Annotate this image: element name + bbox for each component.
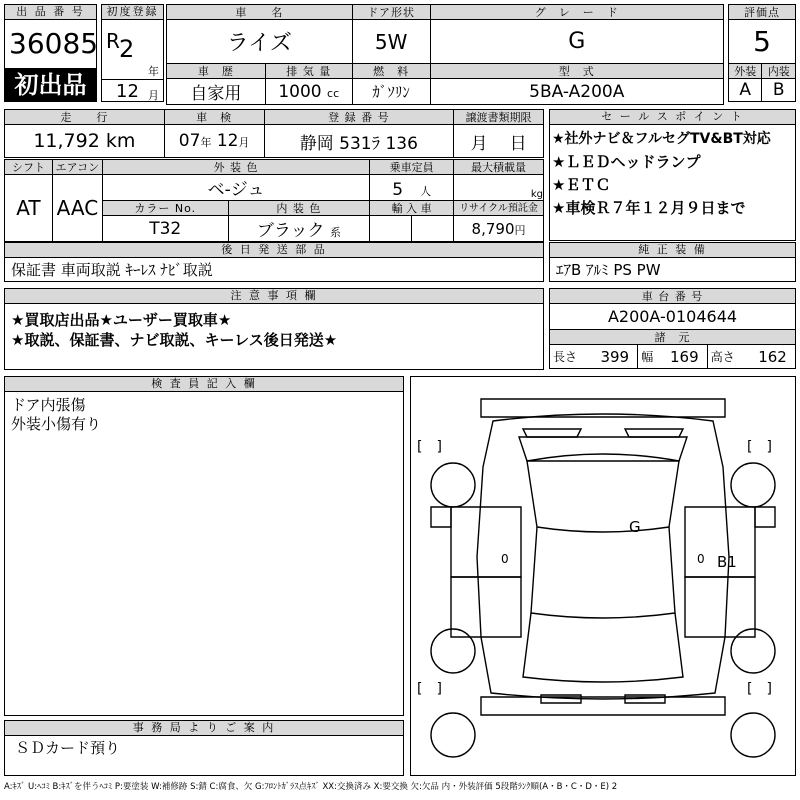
recycle-fee — [454, 216, 544, 242]
transfer-day-unit: 日 — [509, 133, 527, 154]
transfer-deadline — [454, 125, 544, 158]
car-diagram — [411, 377, 795, 775]
chassis-number: A200A-0104644 — [550, 304, 796, 330]
inspector-label: 検 査 員 記 入 欄 — [5, 377, 403, 392]
model-code: 5BA-A200A — [430, 79, 723, 105]
registration-year-unit: 年 — [148, 65, 159, 78]
detail-table — [4, 159, 544, 242]
door-type: 5W — [352, 20, 430, 64]
width-label: 幅 — [638, 345, 662, 369]
transfer-month-unit: 月 — [470, 133, 488, 154]
interior-color-value: ブラック — [256, 221, 325, 241]
interior-label: 内装 — [762, 64, 796, 79]
equipment-text: ｴｱB ｱﾙﾐ PS PW — [556, 261, 661, 279]
load-capacity — [454, 175, 544, 201]
seats-label: 乗車定員 — [370, 160, 454, 175]
sales-points-label: セ ー ル ス ポ イ ン ト — [550, 110, 795, 125]
car-name-label: 車 名 — [167, 5, 353, 20]
diagram-bracket-left: [ ] — [417, 439, 442, 455]
shift: AT — [5, 175, 53, 242]
damage-mark-g: G — [629, 518, 641, 536]
equipment-label: 純 正 装 備 — [550, 243, 795, 258]
mileage-value: 11,792 — [33, 130, 100, 152]
inspection-date — [164, 125, 264, 158]
registration-label: 初度登録 — [102, 5, 163, 20]
diagram-zero-right: 0 — [697, 552, 705, 566]
grade: G — [430, 20, 723, 64]
height: 162 — [750, 345, 795, 369]
load-unit: kg — [530, 189, 543, 200]
inspection-month: 12 — [216, 131, 239, 151]
door-label: ドア形状 — [352, 5, 430, 20]
vehicle-spec-table — [166, 63, 724, 105]
office-box — [4, 720, 404, 776]
damage-mark-b1: B1 — [717, 553, 737, 571]
exterior-label: 外装 — [729, 64, 762, 79]
interior-color-label: 内 装 色 — [228, 201, 370, 216]
notes-line-2: ★取説、保証書、ナビ取説、キーレス後日発送★ — [11, 331, 338, 349]
interior-color-unit: 系 — [329, 226, 341, 239]
length-label: 長さ — [550, 345, 593, 369]
shift-label: シフト — [5, 160, 53, 175]
inspector-box — [4, 376, 404, 716]
later-parts-box — [4, 242, 544, 282]
color-no: T32 — [102, 216, 228, 242]
inspection-year: 07 — [178, 131, 201, 151]
notes-label: 注 意 事 項 欄 — [5, 289, 543, 304]
width: 169 — [662, 345, 707, 369]
registration-box — [101, 4, 164, 102]
seats-value: 5 — [392, 180, 404, 200]
score-label: 評価点 — [729, 5, 796, 20]
color-no-label: カラー No. — [102, 201, 228, 216]
score-table — [728, 4, 796, 102]
import-cell-b — [412, 216, 454, 242]
mileage — [5, 125, 165, 158]
history-label: 車 歴 — [167, 64, 266, 79]
lot-number-label: 出 品 番 号 — [5, 5, 96, 20]
exterior-grade: A — [729, 79, 762, 102]
fuel: ｶﾞｿﾘﾝ — [352, 79, 430, 105]
later-parts-text: 保証書 車両取説 ｷｰﾚｽ ﾅﾋﾞ取説 — [11, 261, 213, 279]
car-name: ライズ — [167, 20, 353, 64]
length: 399 — [592, 345, 637, 369]
exterior-color: ベ-ジュ — [102, 175, 369, 201]
notes-box — [4, 288, 544, 370]
recycle-unit: 円 — [514, 223, 526, 237]
lot-number-box — [4, 4, 97, 102]
inspection-month-unit: 月 — [238, 136, 250, 149]
registration-month-unit: 月 — [148, 89, 159, 102]
transfer-label: 譲渡書類期限 — [454, 110, 544, 125]
seats — [370, 175, 454, 201]
car-diagram-box — [410, 376, 796, 776]
ac-type: AAC — [52, 175, 102, 242]
sales-point-4: ★車検Ｒ７年１２月９日まで — [552, 199, 746, 217]
registration-era: R — [106, 29, 120, 53]
history: 自家用 — [167, 79, 266, 105]
ac-label: エアコン — [52, 160, 102, 175]
inspector-line-1: ドア内張傷 — [11, 396, 86, 414]
sales-point-1: ★社外ナビ＆フルセグTV&BT対応 — [552, 131, 771, 147]
office-label: 事 務 局 よ り ご 案 内 — [5, 721, 403, 736]
sales-points-box — [549, 109, 796, 241]
registration-month: 12 — [116, 81, 139, 102]
equipment-box — [549, 242, 796, 282]
plate-label: 登 録 番 号 — [264, 110, 454, 125]
height-label: 高さ — [707, 345, 750, 369]
grade-label: グ レ ー ド — [430, 5, 723, 20]
dimensions-label: 諸 元 — [550, 330, 796, 345]
first-listing-badge: 初出品 — [4, 68, 97, 102]
mileage-unit: km — [105, 130, 136, 152]
chassis-table — [549, 288, 796, 369]
later-parts-label: 後 日 発 送 部 品 — [5, 243, 543, 258]
chassis-label: 車 台 番 号 — [550, 289, 796, 304]
seats-unit: 人 — [420, 185, 432, 198]
inspection-label: 車 検 — [164, 110, 264, 125]
interior-color — [228, 216, 370, 242]
inspector-line-2: 外装小傷有り — [11, 415, 102, 433]
sales-point-3: ★ＥＴＣ — [552, 176, 611, 194]
recycle-label: リサイクル預託金 — [454, 201, 544, 216]
mileage-table — [4, 109, 544, 158]
displacement-label: 排 気 量 — [265, 64, 352, 79]
diagram-bracket-left-lower: [ ] — [417, 681, 442, 697]
mileage-label: 走 行 — [5, 110, 165, 125]
displacement-value: 1000 — [278, 81, 322, 102]
notes-line-1: ★買取店出品★ユーザー買取車★ — [11, 311, 232, 329]
diagram-bracket-right: [ ] — [747, 439, 772, 455]
recycle-value: 8,790 — [471, 219, 515, 238]
diagram-zero-left: 0 — [501, 552, 509, 566]
displacement — [265, 79, 352, 105]
lot-number: 36085 — [9, 27, 99, 60]
score: 5 — [729, 20, 796, 64]
vehicle-info-table — [166, 4, 724, 64]
load-label: 最大積載量 — [454, 160, 544, 175]
interior-grade: B — [762, 79, 796, 102]
office-text: ＳＤカード預り — [15, 739, 121, 757]
import-label: 輸 入 車 — [370, 201, 454, 216]
displacement-unit: cc — [327, 86, 340, 100]
diagram-bracket-right-lower: [ ] — [747, 681, 772, 697]
legend: A:ｷｽﾞ U:ﾍｺﾐ B:ｷｽﾞを伴うﾍｺﾐ P:要塗装 W:補修跡 S:錆 C:腐食、欠 G:ﾌﾛﾝﾄｶﾞﾗｽ点ｷｽﾞ XX:交換済み X:要交換 欠:欠品 内・外装評価 5段階ﾗﾝｸ順(A・B・C・D・E) 2 — [4, 782, 618, 792]
sales-point-2: ★ＬＥＤヘッドランプ — [552, 153, 701, 171]
inspection-year-unit: 年 — [200, 136, 212, 149]
plate-number: 静岡 531ﾗ 136 — [264, 125, 454, 158]
fuel-label: 燃 料 — [352, 64, 430, 79]
registration-year: 2 — [119, 35, 135, 63]
color-label: 外 装 色 — [102, 160, 369, 175]
model-label: 型 式 — [430, 64, 723, 79]
import-cell-a — [370, 216, 412, 242]
